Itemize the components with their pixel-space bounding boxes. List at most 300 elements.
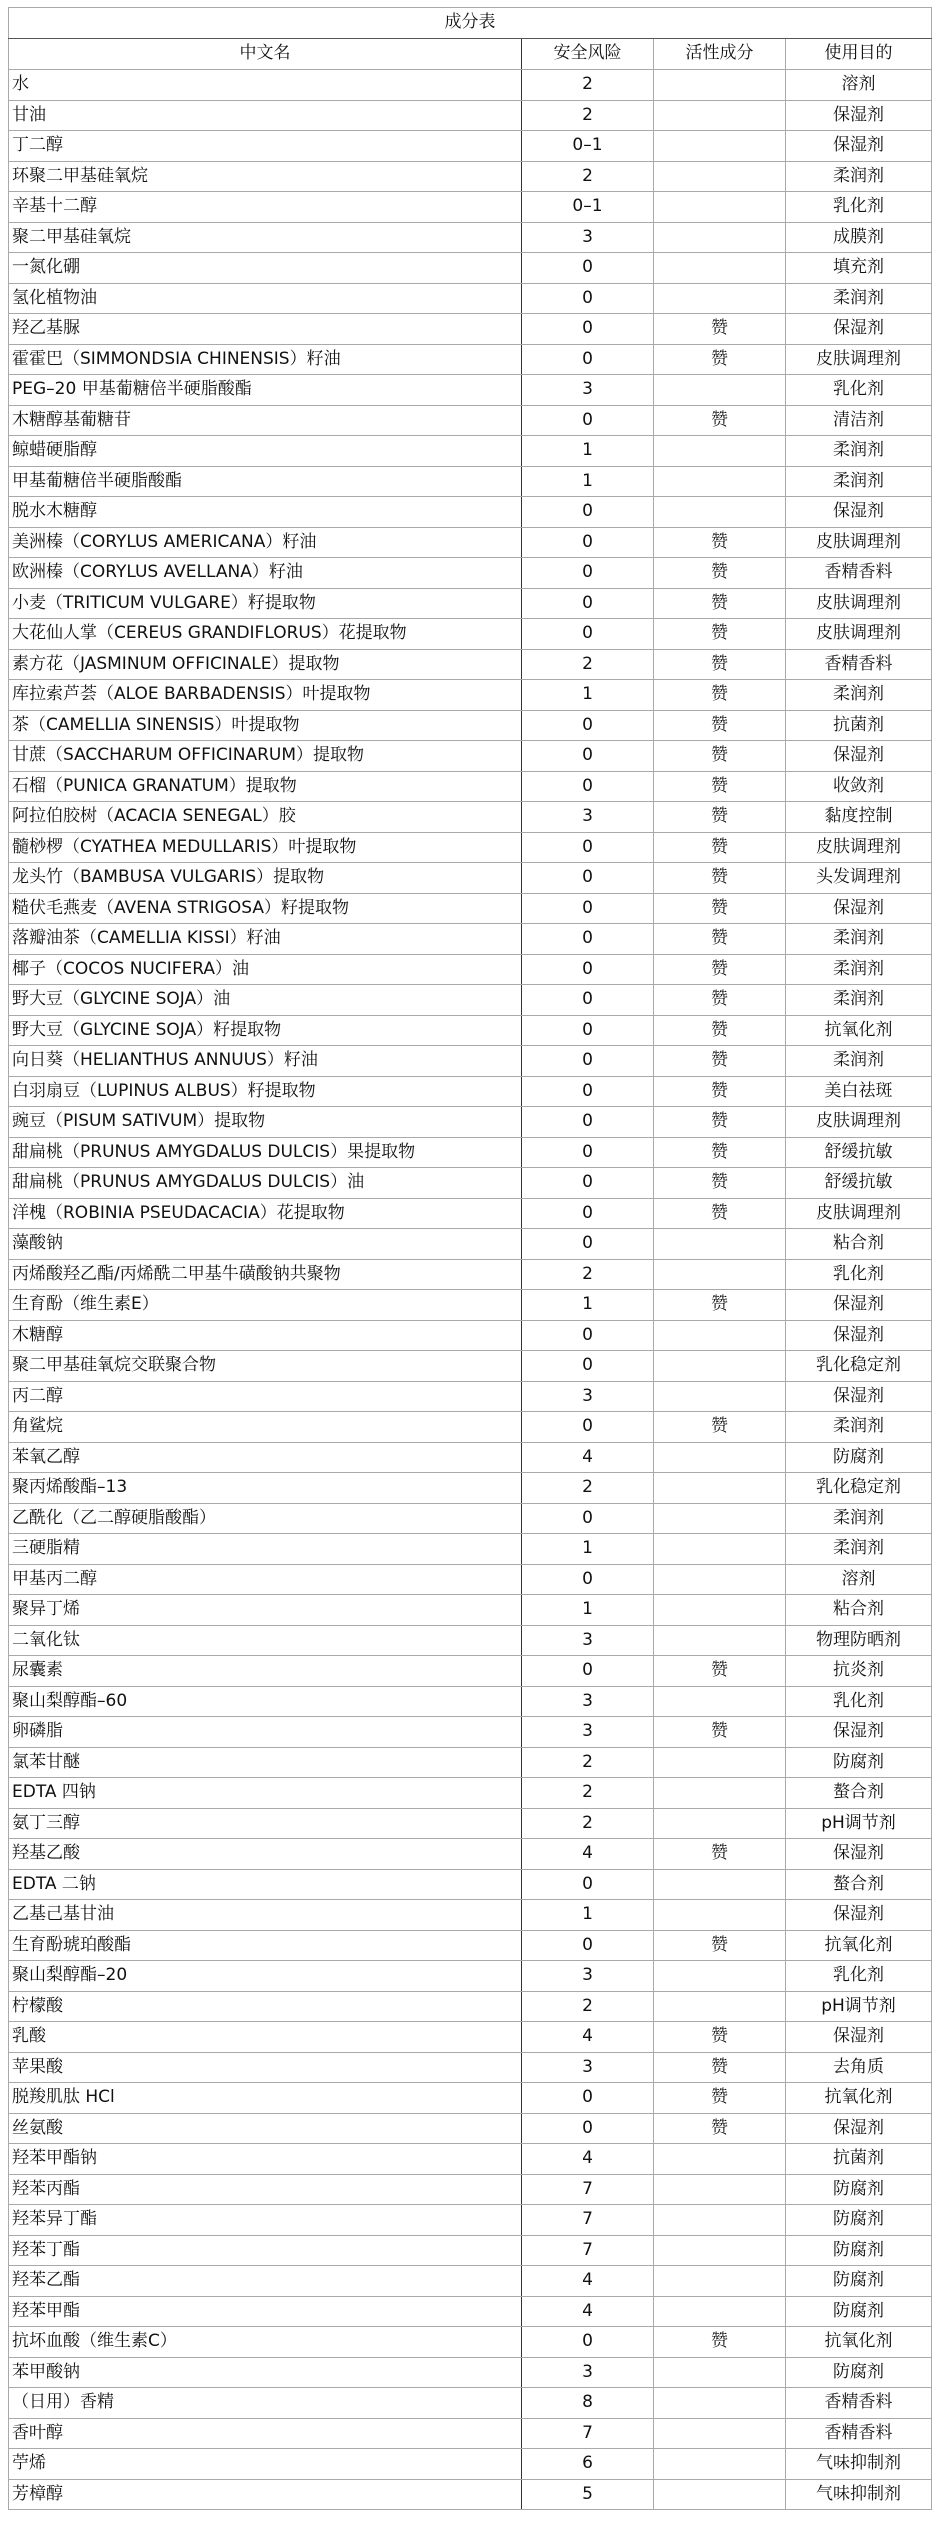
cell-active-ingredient: 赞 (654, 2327, 786, 2358)
table-row (9, 1503, 932, 1534)
cell-active-ingredient: 赞 (654, 588, 786, 619)
cell-name: 甲基丙二醇 (9, 1564, 522, 1595)
table-row (9, 253, 932, 284)
cell-safety-risk: 3 (522, 222, 654, 253)
cell-purpose: 头发调理剂 (786, 863, 932, 894)
cell-safety-risk: 0 (522, 497, 654, 528)
cell-safety-risk: 3 (522, 1625, 654, 1656)
cell-safety-risk: 4 (522, 2266, 654, 2297)
table-row (9, 2266, 932, 2297)
cell-name: 聚二甲基硅氧烷 (9, 222, 522, 253)
cell-name: 大花仙人掌（CEREUS GRANDIFLORUS）花提取物 (9, 619, 522, 650)
cell-name: 柠檬酸 (9, 1991, 522, 2022)
cell-active-ingredient (654, 161, 786, 192)
table-row (9, 1259, 932, 1290)
cell-safety-risk: 1 (522, 1595, 654, 1626)
table-row (9, 1595, 932, 1626)
cell-purpose: 柔润剂 (786, 954, 932, 985)
cell-active-ingredient (654, 70, 786, 101)
cell-name: 髓桫椤（CYATHEA MEDULLARIS）叶提取物 (9, 832, 522, 863)
cell-active-ingredient: 赞 (654, 710, 786, 741)
cell-name: EDTA 二钠 (9, 1869, 522, 1900)
cell-active-ingredient: 赞 (654, 649, 786, 680)
table-row (9, 2327, 932, 2358)
cell-purpose: 柔润剂 (786, 1503, 932, 1534)
cell-active-ingredient: 赞 (654, 2052, 786, 2083)
cell-safety-risk: 7 (522, 2174, 654, 2205)
cell-safety-risk: 0 (522, 2083, 654, 2114)
cell-purpose: 保湿剂 (786, 497, 932, 528)
cell-safety-risk: 0 (522, 619, 654, 650)
cell-active-ingredient (654, 466, 786, 497)
cell-safety-risk: 2 (522, 1747, 654, 1778)
cell-active-ingredient (654, 2205, 786, 2236)
cell-safety-risk: 0 (522, 344, 654, 375)
cell-purpose: 防腐剂 (786, 1442, 932, 1473)
cell-name: 卵磷脂 (9, 1717, 522, 1748)
cell-name: 香叶醇 (9, 2418, 522, 2449)
cell-purpose: 黏度控制 (786, 802, 932, 833)
cell-active-ingredient (654, 1259, 786, 1290)
cell-purpose: 香精香料 (786, 2418, 932, 2449)
cell-safety-risk: 7 (522, 2418, 654, 2449)
cell-purpose: 抗炎剂 (786, 1656, 932, 1687)
table-row (9, 619, 932, 650)
table-row (9, 527, 932, 558)
column-header-name: 中文名 (9, 39, 522, 70)
cell-safety-risk: 0 (522, 1076, 654, 1107)
cell-purpose: 防腐剂 (786, 2266, 932, 2297)
cell-purpose: 清洁剂 (786, 405, 932, 436)
cell-purpose: 保湿剂 (786, 1900, 932, 1931)
cell-safety-risk: 8 (522, 2388, 654, 2419)
cell-active-ingredient: 赞 (654, 558, 786, 589)
cell-purpose: 粘合剂 (786, 1229, 932, 1260)
table-row (9, 954, 932, 985)
table-row (9, 2052, 932, 2083)
table-row (9, 649, 932, 680)
cell-name: 椰子（COCOS NUCIFERA）油 (9, 954, 522, 985)
cell-purpose: 粘合剂 (786, 1595, 932, 1626)
table-row (9, 863, 932, 894)
cell-safety-risk: 3 (522, 1961, 654, 1992)
cell-purpose: 柔润剂 (786, 1046, 932, 1077)
table-row (9, 1625, 932, 1656)
cell-safety-risk: 0 (522, 1137, 654, 1168)
table-row (9, 375, 932, 406)
cell-purpose: 抗氧化剂 (786, 1015, 932, 1046)
cell-safety-risk: 0 (522, 405, 654, 436)
cell-active-ingredient (654, 2174, 786, 2205)
table-row (9, 710, 932, 741)
cell-active-ingredient (654, 100, 786, 131)
cell-active-ingredient (654, 1778, 786, 1809)
cell-name: 木糖醇 (9, 1320, 522, 1351)
cell-name: 聚丙烯酸酯–13 (9, 1473, 522, 1504)
cell-purpose: 乳化剂 (786, 1686, 932, 1717)
cell-active-ingredient: 赞 (654, 954, 786, 985)
table-row (9, 222, 932, 253)
table-row (9, 1473, 932, 1504)
cell-name: 阿拉伯胶树（ACACIA SENEGAL）胶 (9, 802, 522, 833)
cell-safety-risk: 0 (522, 771, 654, 802)
cell-purpose: 抗菌剂 (786, 710, 932, 741)
table-row (9, 1412, 932, 1443)
cell-active-ingredient: 赞 (654, 893, 786, 924)
table-row (9, 1991, 932, 2022)
cell-active-ingredient (654, 1747, 786, 1778)
cell-safety-risk: 1 (522, 1290, 654, 1321)
cell-active-ingredient (654, 1229, 786, 1260)
cell-purpose: 物理防晒剂 (786, 1625, 932, 1656)
table-row (9, 680, 932, 711)
cell-active-ingredient: 赞 (654, 741, 786, 772)
cell-name: 甘油 (9, 100, 522, 131)
cell-name: 素方花（JASMINUM OFFICINALE）提取物 (9, 649, 522, 680)
cell-purpose: 乳化稳定剂 (786, 1473, 932, 1504)
table-row (9, 2388, 932, 2419)
cell-active-ingredient: 赞 (654, 527, 786, 558)
cell-safety-risk: 0 (522, 283, 654, 314)
table-row (9, 2083, 932, 2114)
table-row (9, 100, 932, 131)
cell-active-ingredient: 赞 (654, 2022, 786, 2053)
cell-active-ingredient (654, 131, 786, 162)
table-row (9, 893, 932, 924)
cell-purpose: 防腐剂 (786, 1747, 932, 1778)
cell-purpose: 抗氧化剂 (786, 2327, 932, 2358)
cell-name: 库拉索芦荟（ALOE BARBADENSIS）叶提取物 (9, 680, 522, 711)
cell-purpose: 成膜剂 (786, 222, 932, 253)
cell-name: 木糖醇基葡糖苷 (9, 405, 522, 436)
cell-purpose: 乳化剂 (786, 1961, 932, 1992)
cell-name: 芳樟醇 (9, 2479, 522, 2510)
table-row (9, 1168, 932, 1199)
cell-active-ingredient (654, 1961, 786, 1992)
cell-name: 霍霍巴（SIMMONDSIA CHINENSIS）籽油 (9, 344, 522, 375)
table-row (9, 985, 932, 1016)
table-row (9, 131, 932, 162)
table-row (9, 161, 932, 192)
cell-active-ingredient: 赞 (654, 1168, 786, 1199)
cell-active-ingredient (654, 2449, 786, 2480)
cell-active-ingredient (654, 1808, 786, 1839)
cell-active-ingredient (654, 283, 786, 314)
cell-active-ingredient (654, 1595, 786, 1626)
table-row (9, 497, 932, 528)
cell-active-ingredient: 赞 (654, 1137, 786, 1168)
cell-active-ingredient: 赞 (654, 1839, 786, 1870)
cell-active-ingredient (654, 2418, 786, 2449)
cell-safety-risk: 0 (522, 1198, 654, 1229)
cell-active-ingredient (654, 1503, 786, 1534)
cell-active-ingredient: 赞 (654, 802, 786, 833)
cell-active-ingredient: 赞 (654, 985, 786, 1016)
cell-name: 甘蔗（SACCHARUM OFFICINARUM）提取物 (9, 741, 522, 772)
cell-name: 乙基己基甘油 (9, 1900, 522, 1931)
cell-active-ingredient (654, 2479, 786, 2510)
cell-active-ingredient (654, 375, 786, 406)
table-row (9, 405, 932, 436)
table-row (9, 1717, 932, 1748)
cell-purpose: 柔润剂 (786, 680, 932, 711)
cell-safety-risk: 0 (522, 2327, 654, 2358)
table-row (9, 2022, 932, 2053)
cell-safety-risk: 0 (522, 954, 654, 985)
cell-name: 脱羧肌肽 HCl (9, 2083, 522, 2114)
cell-safety-risk: 6 (522, 2449, 654, 2480)
cell-name: 羟乙基脲 (9, 314, 522, 345)
table-row (9, 1198, 932, 1229)
cell-safety-risk: 7 (522, 2205, 654, 2236)
cell-purpose: 防腐剂 (786, 2205, 932, 2236)
cell-name: 聚异丁烯 (9, 1595, 522, 1626)
cell-safety-risk: 0 (522, 253, 654, 284)
cell-name: 欧洲榛（CORYLUS AVELLANA）籽油 (9, 558, 522, 589)
cell-active-ingredient: 赞 (654, 1076, 786, 1107)
cell-safety-risk: 2 (522, 100, 654, 131)
ingredient-table (8, 7, 932, 2510)
cell-safety-risk: 0 (522, 1015, 654, 1046)
cell-name: 石榴（PUNICA GRANATUM）提取物 (9, 771, 522, 802)
cell-name: 聚二甲基硅氧烷交联聚合物 (9, 1351, 522, 1382)
cell-name: 苧烯 (9, 2449, 522, 2480)
table-row (9, 344, 932, 375)
cell-name: 丙烯酸羟乙酯/丙烯酰二甲基牛磺酸钠共聚物 (9, 1259, 522, 1290)
cell-active-ingredient (654, 1320, 786, 1351)
table-row (9, 558, 932, 589)
cell-safety-risk: 3 (522, 1686, 654, 1717)
cell-purpose: 保湿剂 (786, 1290, 932, 1321)
cell-name: 向日葵（HELIANTHUS ANNUUS）籽油 (9, 1046, 522, 1077)
table-row (9, 1869, 932, 1900)
table-row (9, 283, 932, 314)
cell-safety-risk: 0 (522, 1930, 654, 1961)
cell-purpose: 柔润剂 (786, 283, 932, 314)
table-header-row (9, 39, 932, 70)
table-row (9, 1381, 932, 1412)
cell-name: 糙伏毛燕麦（AVENA STRIGOSA）籽提取物 (9, 893, 522, 924)
cell-name: 角鲨烷 (9, 1412, 522, 1443)
cell-name: 苹果酸 (9, 2052, 522, 2083)
cell-safety-risk: 2 (522, 1473, 654, 1504)
cell-name: 龙头竹（BAMBUSA VULGARIS）提取物 (9, 863, 522, 894)
cell-safety-risk: 0 (522, 1046, 654, 1077)
cell-purpose: 溶剂 (786, 70, 932, 101)
cell-name: 二氧化钛 (9, 1625, 522, 1656)
table-row (9, 1229, 932, 1260)
cell-name: 三硬脂精 (9, 1534, 522, 1565)
cell-safety-risk: 1 (522, 680, 654, 711)
table-row (9, 1320, 932, 1351)
table-row (9, 1808, 932, 1839)
table-row (9, 1015, 932, 1046)
column-header-active-ingredient: 活性成分 (654, 39, 786, 70)
table-row (9, 466, 932, 497)
cell-name: 苯甲酸钠 (9, 2357, 522, 2388)
cell-purpose: 香精香料 (786, 649, 932, 680)
table-row (9, 1747, 932, 1778)
table-row (9, 771, 932, 802)
cell-active-ingredient: 赞 (654, 1107, 786, 1138)
cell-name: 洋槐（ROBINIA PSEUDACACIA）花提取物 (9, 1198, 522, 1229)
cell-active-ingredient: 赞 (654, 1015, 786, 1046)
cell-safety-risk: 2 (522, 1778, 654, 1809)
cell-name: 豌豆（PISUM SATIVUM）提取物 (9, 1107, 522, 1138)
cell-safety-risk: 4 (522, 1839, 654, 1870)
cell-name: 尿囊素 (9, 1656, 522, 1687)
table-row (9, 2235, 932, 2266)
cell-safety-risk: 0 (522, 1107, 654, 1138)
cell-safety-risk: 0 (522, 1229, 654, 1260)
cell-safety-risk: 2 (522, 1991, 654, 2022)
cell-safety-risk: 0 (522, 2113, 654, 2144)
cell-active-ingredient (654, 1473, 786, 1504)
cell-safety-risk: 0 (522, 588, 654, 619)
cell-purpose: 柔润剂 (786, 466, 932, 497)
cell-safety-risk: 3 (522, 2357, 654, 2388)
cell-safety-risk: 2 (522, 161, 654, 192)
table-row (9, 1686, 932, 1717)
cell-name: 美洲榛（CORYLUS AMERICANA）籽油 (9, 527, 522, 558)
cell-name: 乳酸 (9, 2022, 522, 2053)
cell-safety-risk: 0 (522, 1168, 654, 1199)
cell-name: 聚山梨醇酯–20 (9, 1961, 522, 1992)
cell-active-ingredient (654, 436, 786, 467)
cell-safety-risk: 0 (522, 558, 654, 589)
cell-safety-risk: 0 (522, 527, 654, 558)
table-row (9, 2113, 932, 2144)
cell-purpose: 美白祛斑 (786, 1076, 932, 1107)
cell-safety-risk: 2 (522, 649, 654, 680)
cell-purpose: 柔润剂 (786, 161, 932, 192)
table-row (9, 2296, 932, 2327)
cell-purpose: 保湿剂 (786, 893, 932, 924)
cell-active-ingredient (654, 1564, 786, 1595)
cell-active-ingredient (654, 1625, 786, 1656)
cell-purpose: 皮肤调理剂 (786, 1107, 932, 1138)
cell-purpose: 收敛剂 (786, 771, 932, 802)
cell-safety-risk: 0 (522, 832, 654, 863)
cell-purpose: 舒缓抗敏 (786, 1137, 932, 1168)
cell-safety-risk: 1 (522, 1534, 654, 1565)
cell-safety-risk: 3 (522, 1717, 654, 1748)
cell-name: 聚山梨醇酯–60 (9, 1686, 522, 1717)
table-row (9, 2144, 932, 2175)
cell-active-ingredient: 赞 (654, 680, 786, 711)
table-row (9, 2174, 932, 2205)
cell-purpose: 保湿剂 (786, 100, 932, 131)
cell-name: 甜扁桃（PRUNUS AMYGDALUS DULCIS）果提取物 (9, 1137, 522, 1168)
cell-safety-risk: 0 (522, 1869, 654, 1900)
cell-name: 野大豆（GLYCINE SOJA）籽提取物 (9, 1015, 522, 1046)
table-row (9, 2449, 932, 2480)
column-header-safety-risk: 安全风险 (522, 39, 654, 70)
cell-active-ingredient (654, 1381, 786, 1412)
cell-name: （日用）香精 (9, 2388, 522, 2419)
table-row (9, 1778, 932, 1809)
cell-name: 羟基乙酸 (9, 1839, 522, 1870)
table-body (9, 70, 932, 2510)
cell-purpose: 保湿剂 (786, 741, 932, 772)
table-title: 成分表 (9, 8, 932, 39)
cell-name: 鲸蜡硬脂醇 (9, 436, 522, 467)
cell-name: 羟苯甲酯 (9, 2296, 522, 2327)
cell-safety-risk: 0 (522, 1656, 654, 1687)
cell-safety-risk: 0 (522, 1320, 654, 1351)
cell-safety-risk: 3 (522, 1381, 654, 1412)
cell-name: 抗坏血酸（维生素C） (9, 2327, 522, 2358)
cell-purpose: 抗菌剂 (786, 2144, 932, 2175)
cell-active-ingredient: 赞 (654, 863, 786, 894)
cell-purpose: 保湿剂 (786, 1839, 932, 1870)
table-row (9, 1076, 932, 1107)
cell-active-ingredient: 赞 (654, 1656, 786, 1687)
cell-name: PEG–20 甲基葡糖倍半硬脂酸酯 (9, 375, 522, 406)
cell-safety-risk: 0 (522, 1351, 654, 1382)
cell-name: EDTA 四钠 (9, 1778, 522, 1809)
cell-purpose: 皮肤调理剂 (786, 527, 932, 558)
cell-purpose: 螯合剂 (786, 1778, 932, 1809)
cell-purpose: 皮肤调理剂 (786, 832, 932, 863)
cell-safety-risk: 0 (522, 710, 654, 741)
cell-safety-risk: 0–1 (522, 131, 654, 162)
cell-purpose: 香精香料 (786, 2388, 932, 2419)
cell-safety-risk: 0 (522, 985, 654, 1016)
cell-active-ingredient (654, 1869, 786, 1900)
table-row (9, 70, 932, 101)
cell-purpose: 舒缓抗敏 (786, 1168, 932, 1199)
cell-purpose: 溶剂 (786, 1564, 932, 1595)
cell-safety-risk: 4 (522, 1442, 654, 1473)
cell-purpose: 保湿剂 (786, 1717, 932, 1748)
cell-name: 茶（CAMELLIA SINENSIS）叶提取物 (9, 710, 522, 741)
table-row (9, 2418, 932, 2449)
table-row (9, 741, 932, 772)
cell-active-ingredient (654, 2296, 786, 2327)
table-row (9, 1564, 932, 1595)
cell-purpose: pH调节剂 (786, 1991, 932, 2022)
cell-safety-risk: 4 (522, 2296, 654, 2327)
cell-active-ingredient: 赞 (654, 832, 786, 863)
cell-purpose: 柔润剂 (786, 436, 932, 467)
table-title-row (9, 8, 932, 39)
cell-purpose: 乳化剂 (786, 1259, 932, 1290)
cell-active-ingredient (654, 2357, 786, 2388)
table-row (9, 1534, 932, 1565)
cell-safety-risk: 2 (522, 70, 654, 101)
table-row (9, 2205, 932, 2236)
cell-safety-risk: 7 (522, 2235, 654, 2266)
table-row (9, 832, 932, 863)
cell-safety-risk: 2 (522, 1259, 654, 1290)
cell-name: 羟苯丙酯 (9, 2174, 522, 2205)
cell-active-ingredient: 赞 (654, 1046, 786, 1077)
cell-safety-risk: 0 (522, 741, 654, 772)
cell-active-ingredient (654, 2266, 786, 2297)
cell-purpose: 保湿剂 (786, 1320, 932, 1351)
cell-purpose: 香精香料 (786, 558, 932, 589)
cell-name: 生育酚琥珀酸酯 (9, 1930, 522, 1961)
cell-active-ingredient (654, 1686, 786, 1717)
cell-name: 白羽扇豆（LUPINUS ALBUS）籽提取物 (9, 1076, 522, 1107)
cell-purpose: 乳化剂 (786, 192, 932, 223)
cell-purpose: 抗氧化剂 (786, 2083, 932, 2114)
cell-active-ingredient: 赞 (654, 1412, 786, 1443)
table-row (9, 192, 932, 223)
cell-active-ingredient (654, 1534, 786, 1565)
cell-purpose: 皮肤调理剂 (786, 1198, 932, 1229)
